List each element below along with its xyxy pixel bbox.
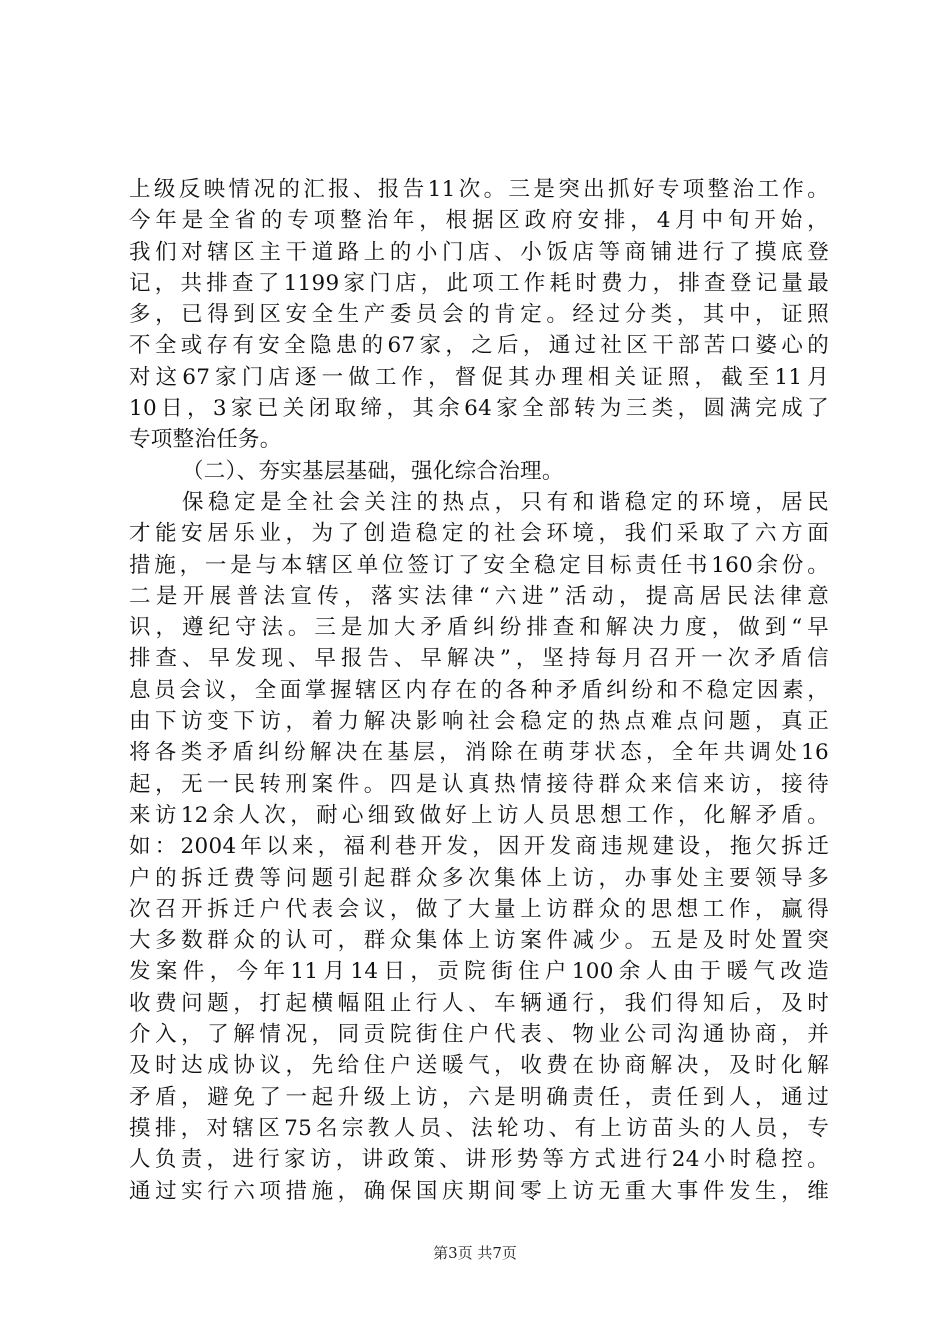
- text-line: 10日，3家已关闭取缔，其余64家全部转为三类，圆满完成了: [129, 396, 829, 422]
- text-line: 人负责，进行家访，讲政策、讲形势等方式进行24小时稳控。: [129, 1147, 829, 1173]
- text-line: 收费问题，打起横幅阻止行人、车辆通行，我们得知后，及时: [129, 990, 829, 1016]
- text-line: 上级反映情况的汇报、报告11次。三是突出抓好专项整治工作。: [129, 177, 829, 202]
- page-footer: 第3页 共7页: [433, 1244, 517, 1262]
- text-line: 大多数群众的认可，群众集体上访案件减少。五是及时处置突: [129, 928, 829, 954]
- text-line: 保稳定是全社会关注的热点，只有和谐稳定的环境，居民: [182, 489, 829, 515]
- text-line: 摸排，对辖区75名宗教人员、法轮功、有上访苗头的人员，专: [129, 1115, 829, 1141]
- text-line: 二是开展普法宣传，落实法律“六进”活动，提高居民法律意: [129, 583, 829, 609]
- text-line: 起，无一民转刑案件。四是认真热情接待群众来信来访，接待: [129, 771, 829, 797]
- text-line: 发案件，今年11月14日，贡院街住户100余人由于暖气改造: [129, 959, 829, 985]
- text-line: 不全或存有安全隐患的67家，之后，通过社区干部苦口婆心的: [129, 333, 829, 359]
- text-line: 及时达成协议，先给住户送暖气，收费在协商解决，及时化解: [129, 1053, 829, 1079]
- text-line: 如：2004年以来，福利巷开发，因开发商违规建设，拖欠拆迁: [129, 834, 829, 860]
- text-line: 将各类矛盾纠纷解决在基层，消除在萌芽状态，全年共调处16: [129, 740, 829, 766]
- text-line: 记，共排查了1199家门店，此项工作耗时费力，排查登记量最: [129, 270, 829, 296]
- text-line: 通过实行六项措施，确保国庆期间零上访无重大事件发生，维: [129, 1178, 829, 1204]
- text-line: 对这67家门店逐一做工作，督促其办理相关证照，截至11月: [129, 364, 829, 390]
- text-line: 来访12余人次，耐心细致做好上访人员思想工作，化解矛盾。: [129, 802, 829, 828]
- text-line: 由下访变下访，着力解决影响社会稳定的热点难点问题，真正: [129, 709, 829, 735]
- text-line: 才能安居乐业，为了创造稳定的社会环境，我们采取了六方面: [129, 521, 829, 547]
- body-text: [129, 174, 829, 1207]
- text-line: （二）、夯实基层基础，强化综合治理。: [182, 458, 564, 484]
- text-line: 识，遵纪守法。三是加大矛盾纠纷排查和解决力度，做到“早: [129, 615, 829, 641]
- text-line: 户的拆迁费等问题引起群众多次集体上访，办事处主要领导多: [129, 865, 829, 891]
- text-line: 措施，一是与本辖区单位签订了安全稳定目标责任书160余份。: [129, 552, 829, 578]
- text-line: 排查、早发现、早报告、早解决”，坚持每月召开一次矛盾信: [129, 646, 829, 672]
- text-line: 专项整治任务。: [129, 427, 282, 453]
- text-line: 矛盾，避免了一起升级上访，六是明确责任，责任到人，通过: [129, 1084, 829, 1110]
- text-line: 我们对辖区主干道路上的小门店、小饭店等商铺进行了摸底登: [129, 239, 829, 265]
- text-line: 多，已得到区安全生产委员会的肯定。经过分类，其中，证照: [129, 302, 829, 328]
- text-line: 息员会议，全面掌握辖区内存在的各种矛盾纠纷和不稳定因素，: [129, 677, 829, 703]
- text-line: 介入，了解情况，同贡院街住户代表、物业公司沟通协商，并: [129, 1022, 829, 1048]
- text-line: 今年是全省的专项整治年，根据区政府安排，4月中旬开始，: [129, 208, 829, 234]
- text-line: 次召开拆迁户代表会议，做了大量上访群众的思想工作，赢得: [129, 896, 829, 922]
